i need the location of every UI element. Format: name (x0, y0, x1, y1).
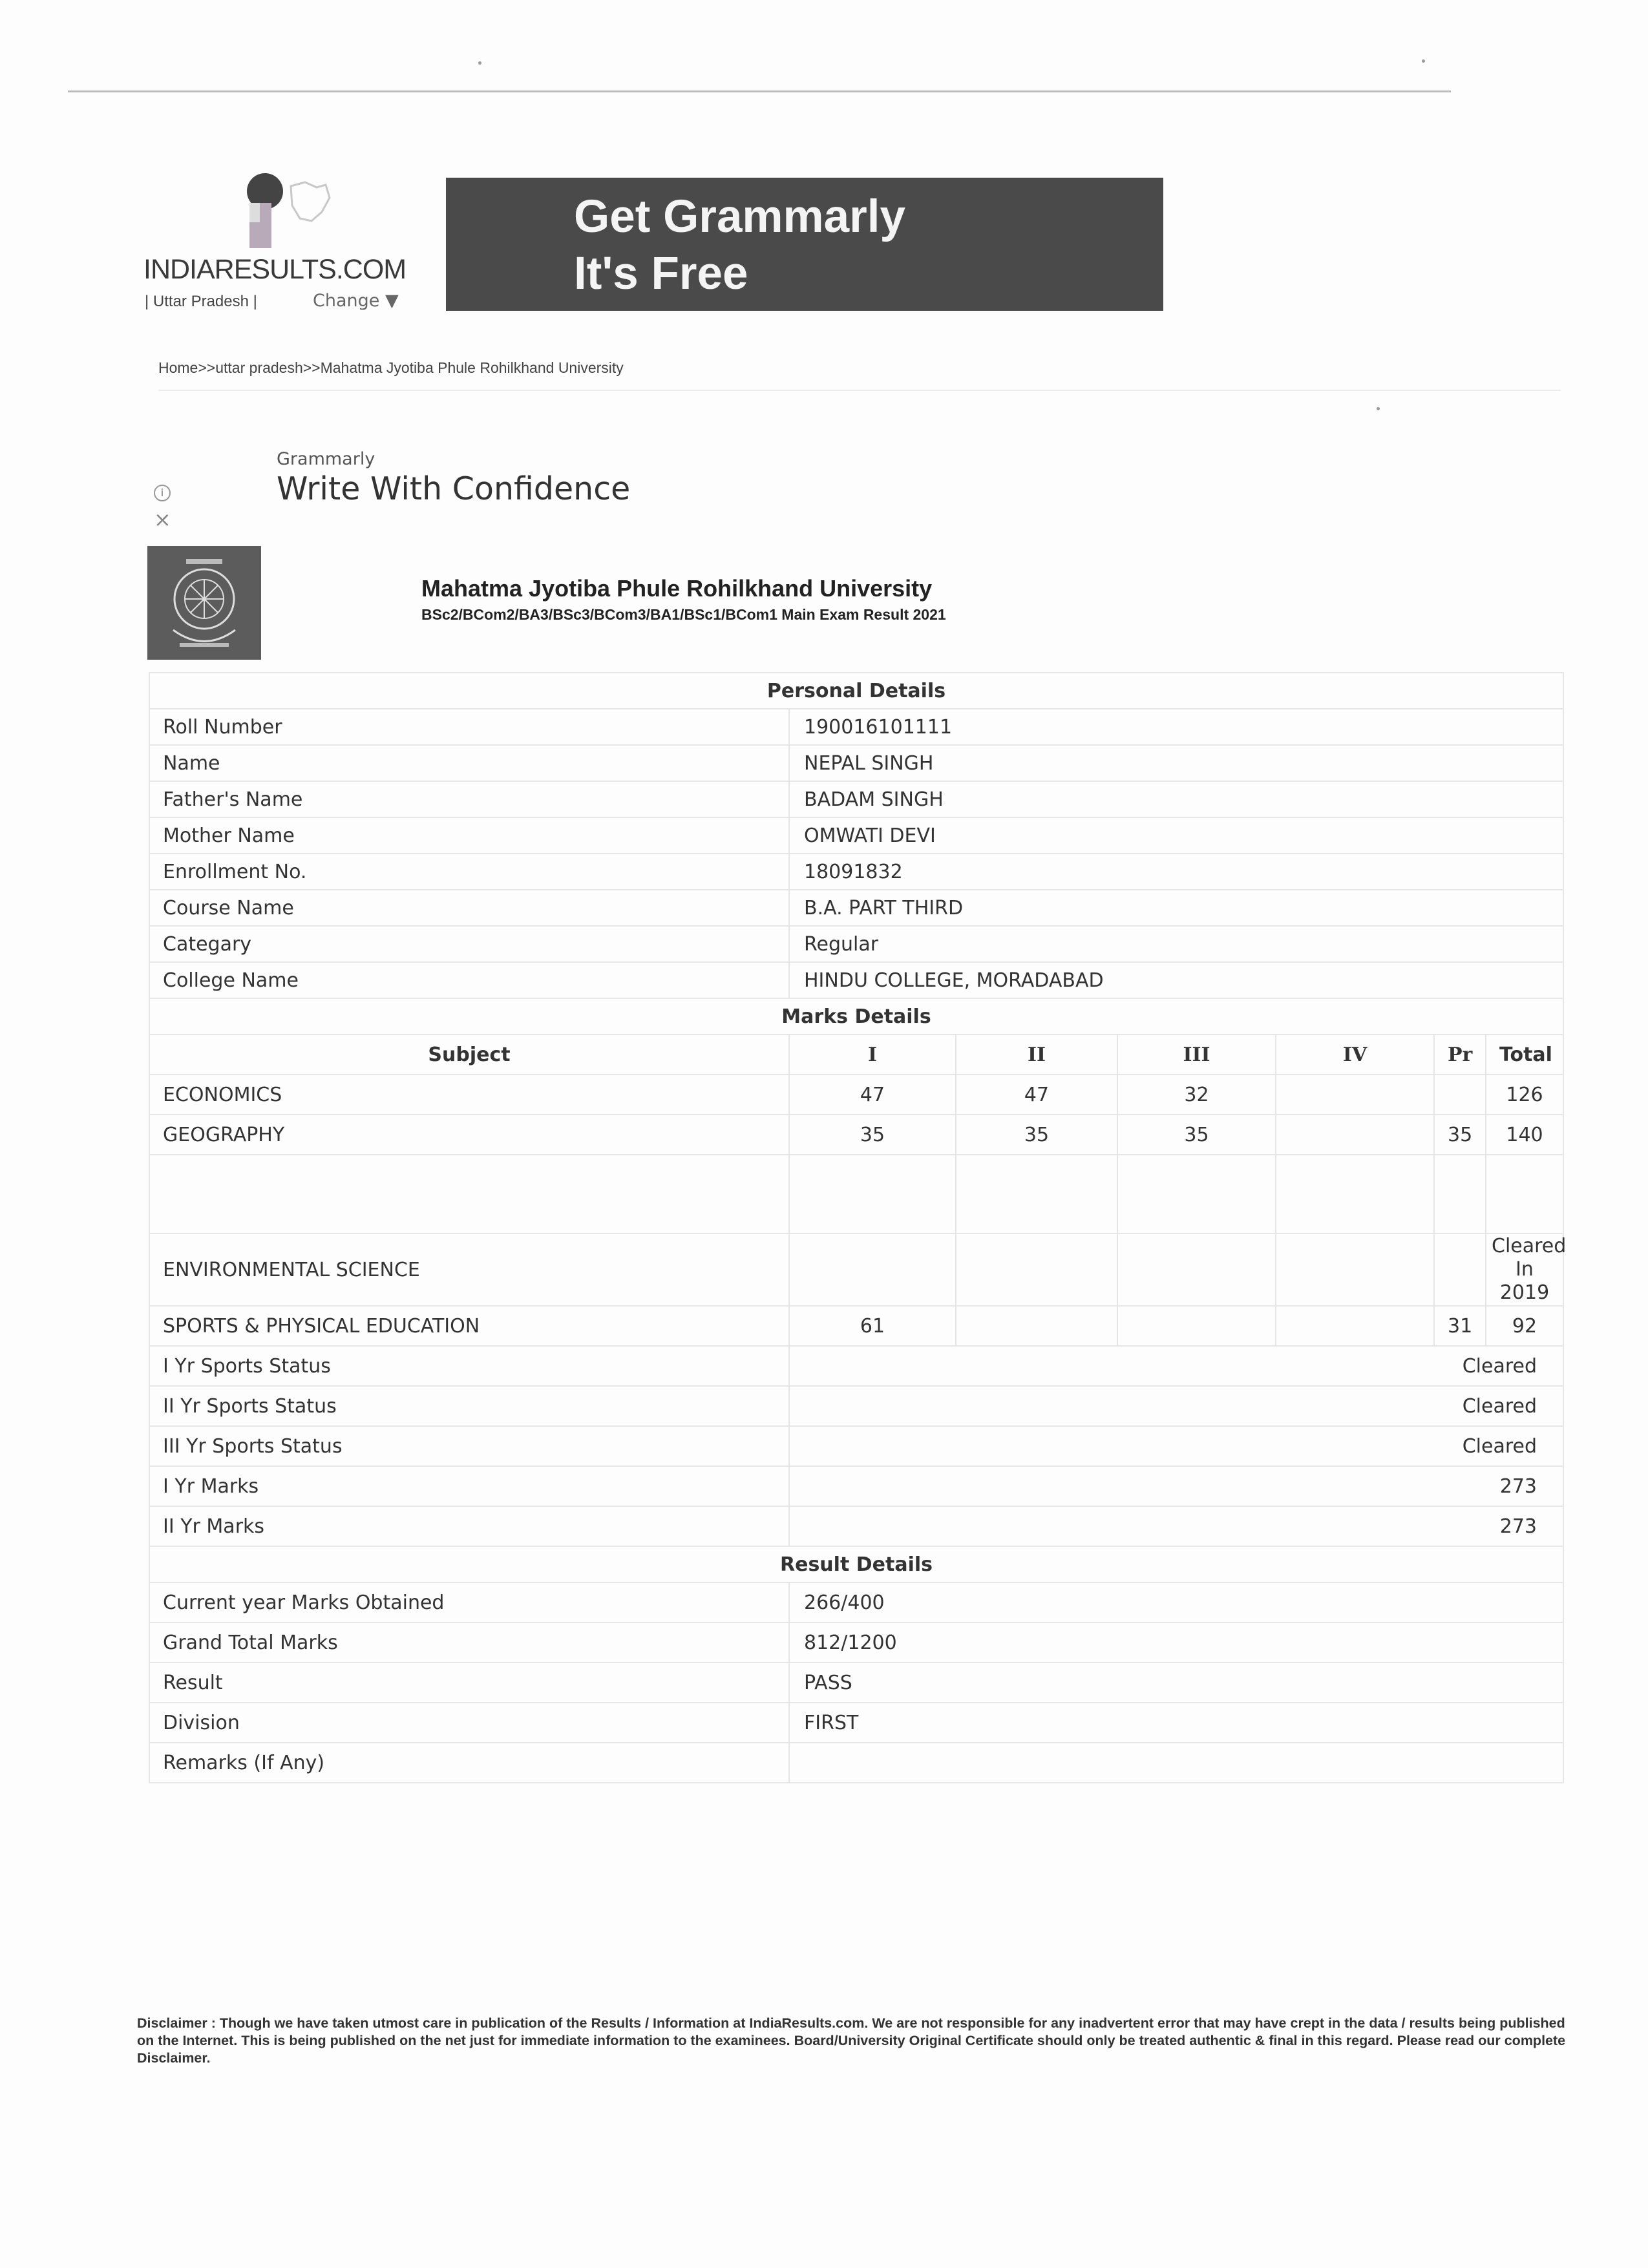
row-value: PASS (789, 1663, 1563, 1703)
region-label: | Uttar Pradesh | (145, 293, 257, 310)
mark-practical (1434, 1075, 1486, 1115)
mark-paper-4 (1276, 1075, 1434, 1115)
row-value: Cleared (789, 1426, 1563, 1466)
column-header: Total (1486, 1034, 1563, 1075)
mark-paper-1: 47 (789, 1075, 956, 1115)
row-label: Mother Name (149, 817, 789, 854)
row-value: NEPAL SINGH (789, 745, 1563, 781)
personal-details-heading: Personal Details (149, 673, 1563, 709)
row-label: Division (149, 1703, 789, 1743)
banner-line-1: Get Grammarly (574, 191, 906, 242)
status-row (149, 1386, 1563, 1426)
university-seal (147, 546, 261, 660)
status-row (149, 1346, 1563, 1386)
result-card (149, 672, 1567, 1783)
result-row (149, 1582, 1563, 1622)
personal-row (149, 781, 1563, 817)
marks-header-row (149, 1034, 1563, 1075)
result-row (149, 1743, 1563, 1783)
row-label: I Yr Marks (149, 1466, 789, 1506)
row-label: Remarks (If Any) (149, 1743, 789, 1783)
row-value: FIRST (789, 1703, 1563, 1743)
result-row (149, 1663, 1563, 1703)
row-value: 273 (789, 1506, 1563, 1546)
result-row (149, 1703, 1563, 1743)
info-icon[interactable]: i (154, 485, 171, 501)
subject-row (149, 1306, 1563, 1346)
personal-row (149, 854, 1563, 890)
row-value: B.A. PART THIRD (789, 890, 1563, 926)
column-header: IV (1276, 1034, 1434, 1075)
mark-total: Cleared In 2019 (1486, 1234, 1563, 1306)
personal-row (149, 890, 1563, 926)
subject-name: ECONOMICS (149, 1075, 789, 1115)
scan-speck (478, 61, 481, 65)
close-icon[interactable]: × (154, 507, 171, 532)
personal-row (149, 817, 1563, 854)
personal-row (149, 926, 1563, 962)
mark-paper-3: 32 (1117, 1075, 1276, 1115)
personal-row (149, 962, 1563, 998)
row-value: Cleared (789, 1346, 1563, 1386)
row-value: 273 (789, 1466, 1563, 1506)
mark-paper-2: 47 (956, 1075, 1117, 1115)
row-label: Course Name (149, 890, 789, 926)
row-label: II Yr Sports Status (149, 1386, 789, 1426)
column-header: I (789, 1034, 956, 1075)
row-label: III Yr Sports Status (149, 1426, 789, 1466)
row-value: Cleared (789, 1386, 1563, 1426)
result-details-heading: Result Details (149, 1546, 1563, 1582)
change-region-button[interactable]: Change ▼ (313, 291, 399, 311)
subject-row (149, 1075, 1563, 1115)
mark-paper-4 (1276, 1115, 1434, 1155)
row-label: Roll Number (149, 709, 789, 745)
scan-top-rule (68, 90, 1451, 92)
scan-speck (1422, 59, 1425, 63)
column-header: Pr (1434, 1034, 1486, 1075)
mark-total: 140 (1486, 1115, 1563, 1155)
empty-row (149, 1155, 1563, 1234)
site-logo[interactable] (143, 173, 415, 322)
exam-title: BSc2/BCom2/BA3/BSc3/BCom3/BA1/BSc1/BCom1 Main Exam Result 2021 (421, 606, 946, 623)
row-label: Categary (149, 926, 789, 962)
row-label: Enrollment No. (149, 854, 789, 890)
disclaimer[interactable]: Disclaimer : Though we have taken utmost care in publication of the Results / Information at IndiaResults.com. We are not responsible for any inadvertent error that may have crept in the data / results being published on the Internet. This is being published on the net just for immediate information to the examinees. Board/University Original Certificate should only be treated authentic & final in this regard. Please read our complete Disclaimer. (137, 2015, 1566, 2066)
row-value (789, 1743, 1563, 1783)
subject-name: GEOGRAPHY (149, 1115, 789, 1155)
mark-practical: 35 (1434, 1115, 1486, 1155)
column-header: Subject (149, 1034, 789, 1075)
row-value: 266/400 (789, 1582, 1563, 1622)
row-value: 190016101111 (789, 709, 1563, 745)
personal-row (149, 709, 1563, 745)
marks-details-heading: Marks Details (149, 998, 1563, 1034)
subject-row (149, 1115, 1563, 1155)
mark-total: 92 (1486, 1306, 1563, 1346)
scan-speck (1377, 407, 1380, 410)
row-value: Regular (789, 926, 1563, 962)
subject-name: SPORTS & PHYSICAL EDUCATION (149, 1306, 789, 1346)
row-value: 18091832 (789, 854, 1563, 890)
row-label: II Yr Marks (149, 1506, 789, 1546)
result-row (149, 1622, 1563, 1663)
divider (158, 390, 1561, 391)
banner-line-2: It's Free (574, 248, 748, 299)
row-label: Current year Marks Obtained (149, 1582, 789, 1622)
breadcrumb[interactable]: Home>>uttar pradesh>>Mahatma Jyotiba Phule Rohilkhand University (158, 359, 624, 376)
ad-title-link[interactable]: Write With Confidence (277, 470, 631, 507)
row-label: College Name (149, 962, 789, 998)
mark-paper-1: 35 (789, 1115, 956, 1155)
status-row (149, 1426, 1563, 1466)
row-label: Name (149, 745, 789, 781)
grammarly-banner-ad[interactable] (446, 178, 1163, 311)
row-label: Father's Name (149, 781, 789, 817)
row-label: Grand Total Marks (149, 1622, 789, 1663)
row-label: I Yr Sports Status (149, 1346, 789, 1386)
ad-sponsor: Grammarly (277, 449, 375, 469)
row-value: BADAM SINGH (789, 781, 1563, 817)
status-row (149, 1466, 1563, 1506)
mark-paper-1: 61 (789, 1306, 956, 1346)
column-header: III (1117, 1034, 1276, 1075)
status-row (149, 1506, 1563, 1546)
site-brand[interactable]: INDIARESULTS.COM (143, 254, 407, 285)
row-label: Result (149, 1663, 789, 1703)
logo-mark-icon (240, 173, 337, 257)
mark-paper-2: 35 (956, 1115, 1117, 1155)
subject-name: ENVIRONMENTAL SCIENCE (149, 1234, 789, 1306)
row-value: OMWATI DEVI (789, 817, 1563, 854)
subject-row (149, 1234, 1563, 1306)
university-name: Mahatma Jyotiba Phule Rohilkhand University (421, 575, 933, 602)
mark-practical: 31 (1434, 1306, 1486, 1346)
row-value: HINDU COLLEGE, MORADABAD (789, 962, 1563, 998)
personal-row (149, 745, 1563, 781)
result-table (149, 672, 1567, 1783)
column-header: II (956, 1034, 1117, 1075)
mark-total: 126 (1486, 1075, 1563, 1115)
row-value: 812/1200 (789, 1622, 1563, 1663)
mark-paper-3: 35 (1117, 1115, 1276, 1155)
